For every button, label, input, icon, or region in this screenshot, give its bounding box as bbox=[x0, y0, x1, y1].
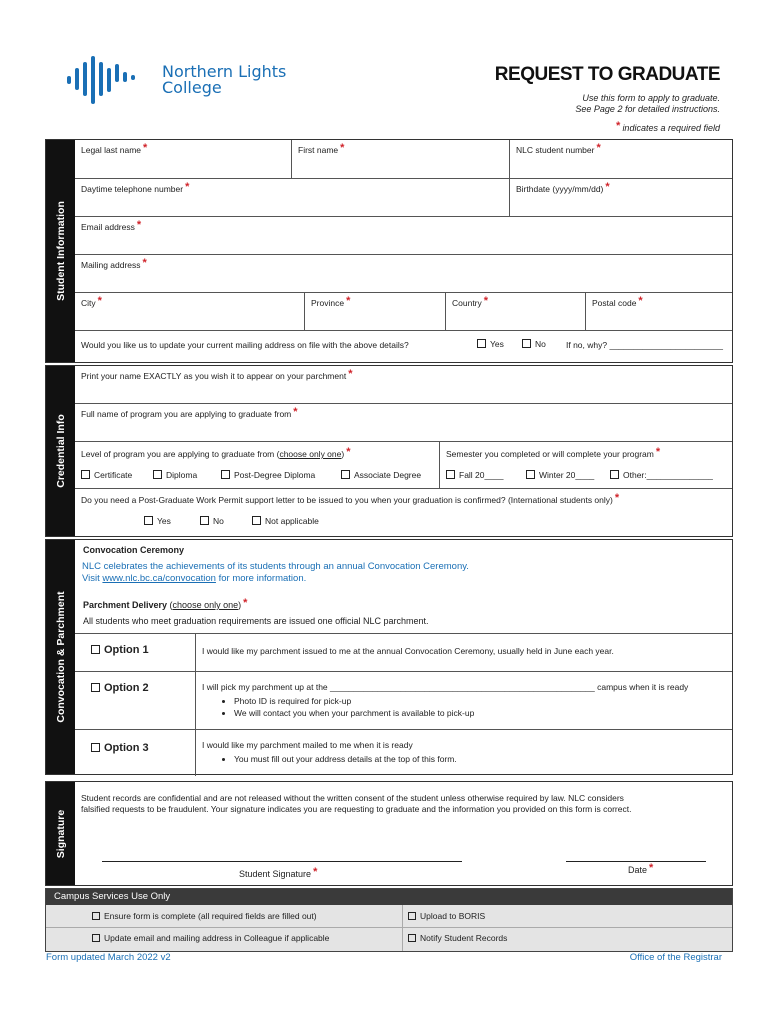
date-label: Date * bbox=[628, 862, 654, 875]
print-name-row bbox=[75, 366, 732, 404]
subtitle bbox=[575, 93, 720, 115]
province-field[interactable]: Province * bbox=[304, 293, 445, 330]
program-level-group: Level of program you are applying to graduate from (choose only one) * Certificate Diploma Post-Degree Diploma Associate Degree bbox=[81, 446, 422, 480]
required-note-text: indicates a required field bbox=[622, 123, 720, 133]
legal-last-name-field[interactable]: Legal last name * bbox=[81, 142, 148, 155]
upload-boris-checkbox[interactable]: Upload to BORIS bbox=[408, 911, 485, 921]
credential-info-side-label: Credential Info bbox=[46, 366, 75, 536]
daytime-phone-field[interactable]: Daytime telephone number * bbox=[81, 181, 190, 194]
page-title: REQUEST TO GRADUATE bbox=[494, 64, 720, 85]
logo-line-1: Northern Lights bbox=[162, 62, 287, 81]
parchment-name-field[interactable]: Print your name EXACTLY as you wish it to appear on your parchment * bbox=[81, 368, 353, 381]
convocation-section bbox=[45, 539, 733, 775]
logo-text bbox=[162, 64, 286, 96]
option-3-row bbox=[75, 730, 732, 776]
birthdate-field[interactable]: Birthdate (yyyy/mm/dd) * bbox=[509, 179, 732, 216]
credential-info-section bbox=[45, 365, 733, 537]
email-field[interactable]: Email address * bbox=[81, 219, 142, 232]
notify-records-checkbox[interactable]: Notify Student Records bbox=[408, 933, 507, 943]
signature-section bbox=[45, 781, 733, 886]
required-note bbox=[614, 122, 720, 134]
option-2-row bbox=[75, 672, 732, 730]
update-colleague-checkbox[interactable]: Update email and mailing address in Colleague if applicable bbox=[92, 933, 329, 943]
first-name-field[interactable]: First name * bbox=[291, 140, 509, 178]
update-no-why-field[interactable]: If no, why? ________________________ bbox=[566, 340, 723, 350]
mailing-address-field[interactable]: Mailing address * bbox=[81, 257, 147, 270]
winter-checkbox[interactable]: Winter 20____ bbox=[526, 470, 594, 480]
update-address-question: Would you like us to update your current mailing address on file with the above details? bbox=[81, 340, 409, 350]
certificate-checkbox[interactable]: Certificate bbox=[81, 470, 132, 480]
student-info-side-label: Student Information bbox=[46, 140, 75, 362]
pgwp-question: Do you need a Post-Graduate Work Permit support letter to be issued to you when your graduation is confirmed? (International students only) bbox=[81, 495, 613, 505]
option-1-row bbox=[75, 633, 732, 672]
convocation-info: NLC celebrates the achievements of its students through an annual Convocation Ceremony. Visit www.nlc.bc.ca/convocation for more information. bbox=[82, 561, 469, 584]
campus-services-box bbox=[45, 888, 733, 952]
subtitle-line-2: See Page 2 for detailed instructions. bbox=[575, 104, 720, 114]
level-row bbox=[75, 442, 732, 489]
ensure-complete-checkbox[interactable]: Ensure form is complete (all required fields are filled out) bbox=[92, 911, 317, 921]
nlc-student-number-field[interactable]: NLC student number * bbox=[509, 140, 732, 178]
name-row bbox=[75, 140, 732, 179]
option-2-bullet-1: • Photo ID is required for pick-up bbox=[234, 695, 474, 707]
country-field[interactable]: Country * bbox=[445, 293, 585, 330]
parchment-delivery-heading: Parchment Delivery (choose only one) * bbox=[83, 597, 248, 610]
nlc-logo-mark-icon bbox=[66, 54, 146, 106]
campus-services-heading: Campus Services Use Only bbox=[46, 889, 732, 905]
city-row bbox=[75, 293, 732, 331]
option-3-checkbox[interactable]: Option 3 bbox=[75, 730, 195, 776]
nlc-logo bbox=[66, 54, 296, 106]
pgwp-no-checkbox[interactable]: No bbox=[200, 516, 224, 526]
option-3-bullets bbox=[224, 753, 457, 765]
all-students-text: All students who meet graduation requirements are issued one official NLC parchment. bbox=[83, 616, 429, 626]
semester-group: Semester you completed or will complete your program * Fall 20____ Winter 20____ Other:______________ bbox=[439, 442, 732, 488]
convocation-link[interactable]: www.nlc.bc.ca/convocation bbox=[102, 573, 216, 584]
option-2-text: I will pick my parchment up at the ________________________________________________________ campus when it is ready bbox=[202, 682, 689, 692]
convocation-side-label: Convocation & Parchment bbox=[46, 540, 75, 774]
student-signature-label: Student Signature * bbox=[239, 866, 318, 879]
update-address-row bbox=[75, 331, 732, 364]
option-1-checkbox[interactable]: Option 1 bbox=[75, 634, 195, 671]
pgwp-na-checkbox[interactable]: Not applicable bbox=[252, 516, 319, 526]
office-registrar: Office of the Registrar bbox=[629, 952, 722, 963]
option-2-bullet-2: • We will contact you when your parchment is available to pick-up bbox=[234, 707, 474, 719]
signature-disclaimer: Student records are confidential and are not released without the written consent of the student unless otherwise required by law. NLC considers falsified requests to be fraudulent. Your signature indicates you are requesting to graduate and the information you provided on this form is correct. bbox=[81, 793, 632, 814]
convocation-heading: Convocation Ceremony bbox=[83, 545, 185, 555]
option-3-bullet-1: • You must fill out your address details at the top of this form. bbox=[234, 753, 457, 765]
option-2-checkbox[interactable]: Option 2 bbox=[75, 672, 195, 729]
date-line[interactable] bbox=[566, 861, 706, 862]
mailing-row bbox=[75, 255, 732, 293]
post-degree-diploma-checkbox[interactable]: Post-Degree Diploma bbox=[221, 470, 315, 480]
form-updated-note: Form updated March 2022 v2 bbox=[46, 952, 171, 963]
logo-line-2: College bbox=[162, 78, 222, 97]
email-row bbox=[75, 217, 732, 255]
pgwp-row: Do you need a Post-Graduate Work Permit support letter to be issued to you when your graduation is confirmed? (International students only) * Yes No Not applicable bbox=[81, 492, 620, 526]
subtitle-line-1: Use this form to apply to graduate. bbox=[582, 93, 720, 103]
signature-side-label: Signature bbox=[46, 782, 75, 885]
program-name-field[interactable]: Full name of program you are applying to graduate from * bbox=[81, 406, 298, 419]
convocation-celebrates-text: NLC celebrates the achievements of its students through an annual Convocation Ceremony. bbox=[82, 561, 469, 572]
option-2-bullets bbox=[224, 695, 474, 719]
phone-row bbox=[75, 179, 732, 217]
option-1-text: I would like my parchment issued to me at the annual Convocation Ceremony, usually held in June each year. bbox=[202, 646, 614, 656]
city-field[interactable]: City * bbox=[81, 295, 102, 308]
associate-degree-checkbox[interactable]: Associate Degree bbox=[341, 470, 421, 480]
student-info-section bbox=[45, 139, 733, 363]
other-checkbox[interactable]: Other:______________ bbox=[610, 470, 713, 480]
program-name-row bbox=[75, 404, 732, 442]
update-no-checkbox[interactable]: No bbox=[522, 339, 546, 349]
diploma-checkbox[interactable]: Diploma bbox=[153, 470, 197, 480]
required-star: * bbox=[615, 120, 620, 132]
option-3-text: I would like my parchment mailed to me when it is ready bbox=[202, 740, 413, 750]
fall-checkbox[interactable]: Fall 20____ bbox=[446, 470, 503, 480]
pgwp-yes-checkbox[interactable]: Yes bbox=[144, 516, 171, 526]
student-signature-line[interactable] bbox=[102, 861, 462, 862]
postal-code-field[interactable]: Postal code * bbox=[585, 293, 732, 330]
update-yes-checkbox[interactable]: Yes bbox=[477, 339, 504, 349]
